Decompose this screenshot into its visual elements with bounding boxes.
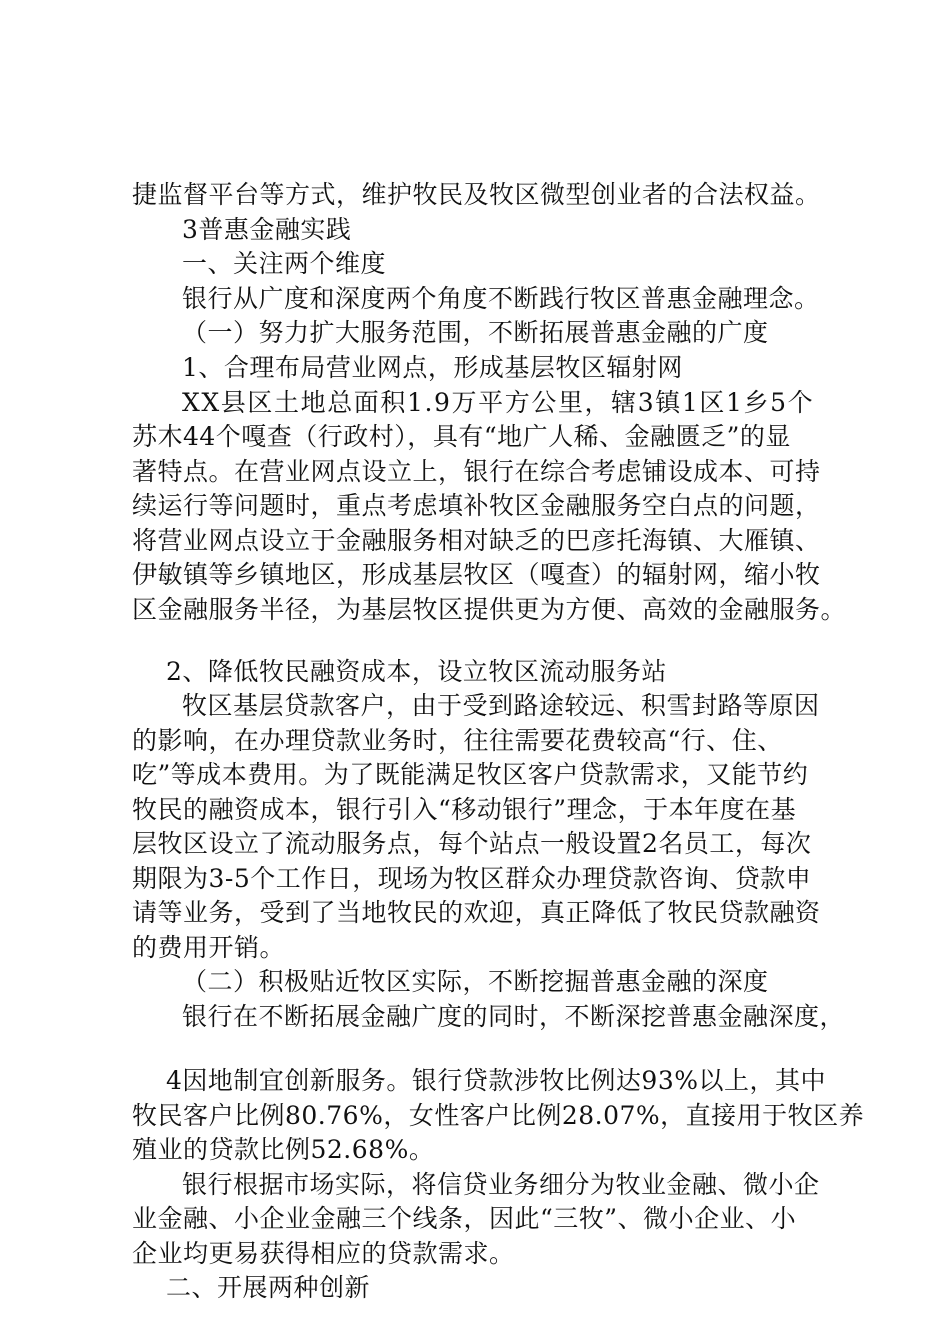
paragraph-line: 牧民客户比例80.76%，女性客户比例28.07%，直接用于牧区养: [132, 1101, 865, 1130]
paragraph-line: 4因地制宜创新服务。银行贷款涉牧比例达93%以上，其中: [166, 1066, 826, 1095]
paragraph-line: 请等业务，受到了当地牧民的欢迎，真正降低了牧民贷款融资: [132, 898, 821, 927]
section-heading: 3普惠金融实践: [182, 215, 352, 244]
paragraph-line: 的影响，在办理贷款业务时，往往需要花费较高“行、住、: [132, 726, 783, 755]
paragraph-line: 著特点。在营业网点设立上，银行在综合考虑铺设成本、可持: [132, 457, 821, 486]
paragraph-line: 银行从广度和深度两个角度不断践行牧区普惠金融理念。: [182, 284, 820, 313]
paragraph-line: 区金融服务半径，为基层牧区提供更为方便、高效的金融服务。: [132, 595, 847, 624]
paragraph-line: 殖业的贷款比例52.68%。: [132, 1135, 435, 1164]
paragraph-line: XX县区土地总面积1.9万平方公里，辖3镇1区1乡5个: [182, 388, 815, 417]
paragraph-line: 续运行等问题时，重点考虑填补牧区金融服务空白点的问题，: [132, 491, 821, 520]
paragraph-line: 捷监督平台等方式，维护牧民及牧区微型创业者的合法权益。: [132, 180, 821, 209]
paragraph-line: 将营业网点设立于金融服务相对缺乏的巴彦托海镇、大雁镇、: [132, 526, 821, 555]
subsection-heading: （一）努力扩大服务范围，不断拓展普惠金融的广度: [182, 318, 769, 347]
subsection-heading: 二、开展两种创新: [166, 1273, 371, 1302]
paragraph-line: 银行在不断拓展金融广度的同时，不断深挖普惠金融深度，: [182, 1002, 846, 1031]
paragraph-line: 业金融、小企业金融三个线条，因此“三牧”、微小企业、小: [132, 1204, 797, 1233]
subsection-heading: （二）积极贴近牧区实际，不断挖掘普惠金融的深度: [182, 967, 769, 996]
paragraph-line: 银行根据市场实际，将信贷业务细分为牧业金融、微小企: [182, 1170, 820, 1199]
subsection-heading: 2、降低牧民融资成本，设立牧区流动服务站: [166, 657, 667, 686]
paragraph-line: 的费用开销。: [132, 933, 286, 962]
paragraph-line: 苏木44个嘎查（行政村），具有“地广人稀、金融匮乏”的显: [132, 422, 791, 451]
paragraph-line: 伊敏镇等乡镇地区，形成基层牧区（嘎查）的辐射网，缩小牧: [132, 560, 821, 589]
paragraph-line: 牧民的融资成本，银行引入“移动银行”理念，于本年度在基: [132, 795, 797, 824]
subsection-heading: 1、合理布局营业网点，形成基层牧区辐射网: [182, 353, 683, 382]
paragraph-line: 牧区基层贷款客户，由于受到路途较远、积雪封路等原因: [182, 691, 820, 720]
paragraph-line: 企业均更易获得相应的贷款需求。: [132, 1239, 515, 1268]
subsection-heading: 一、关注两个维度: [182, 249, 387, 278]
paragraph-line: 吃”等成本费用。为了既能满足牧区客户贷款需求，又能节约: [132, 760, 809, 789]
paragraph-line: 层牧区设立了流动服务点，每个站点一般设置2名员工，每次: [132, 829, 812, 858]
paragraph-line: 期限为3-5个工作日，现场为牧区群众办理贷款咨询、贷款申: [132, 864, 812, 893]
